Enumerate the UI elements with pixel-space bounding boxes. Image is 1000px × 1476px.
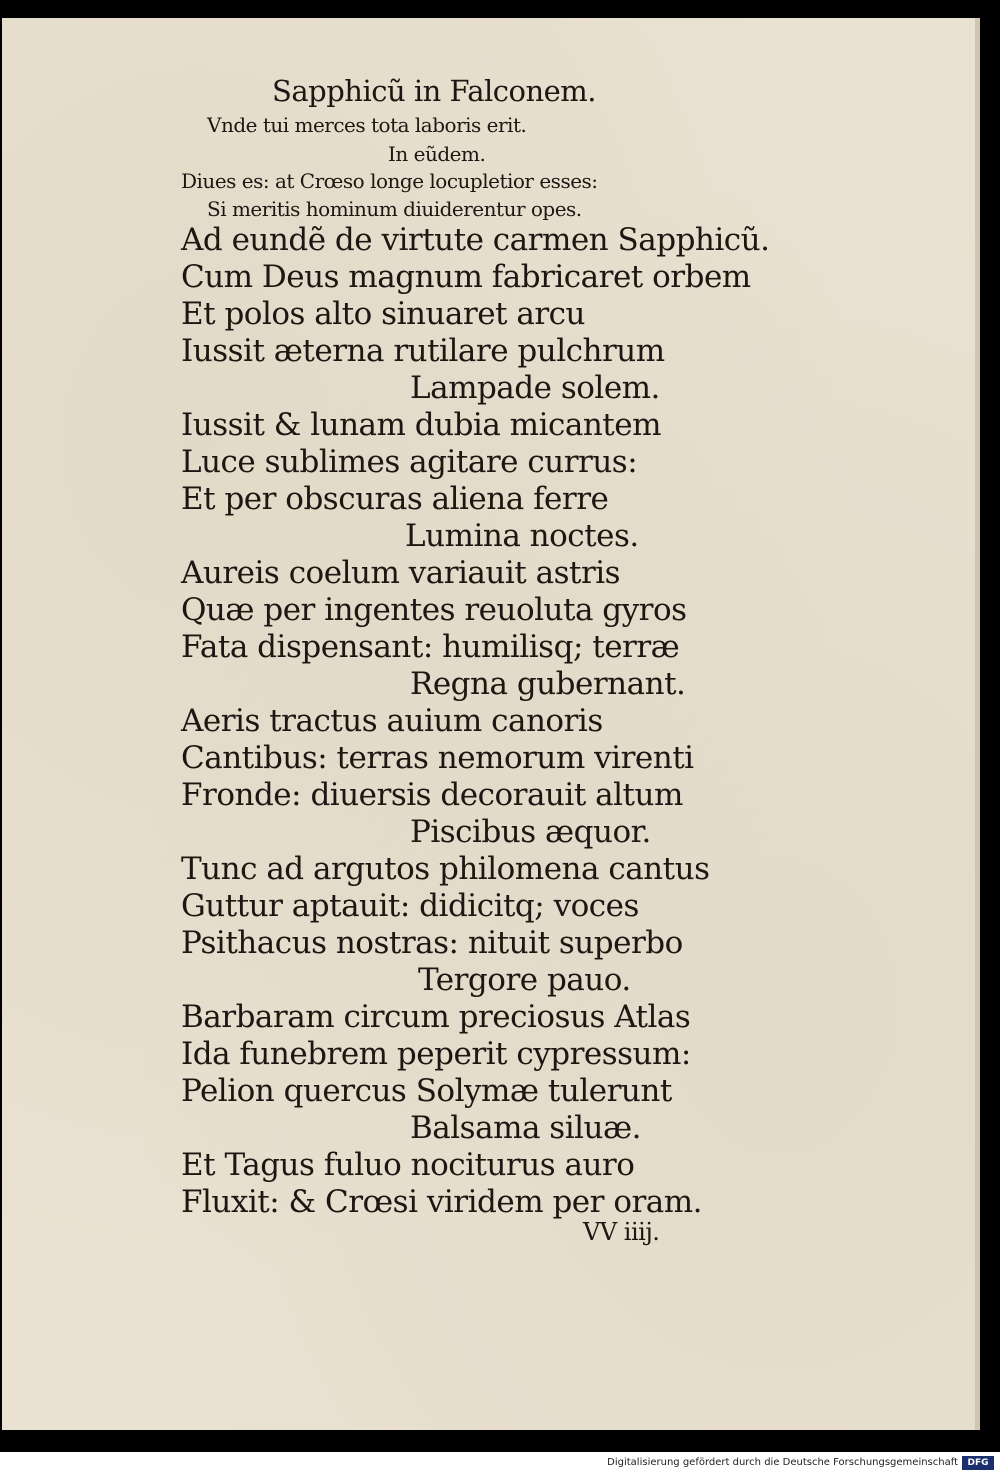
heading-ad-eundem: Ad eundẽ de virtute carmen Sapphicũ. <box>181 222 770 258</box>
verse-line: Fata dispensant: humilisq; terræ <box>181 629 680 665</box>
verse-line: Et Tagus fuluo nociturus auro <box>181 1147 635 1183</box>
verse-line: Fluxit: & Crœsi viridem per oram. <box>181 1184 703 1220</box>
heading-in-eundem: In eũdem. <box>388 142 486 166</box>
verse-line: Et per obscuras aliena ferre <box>181 481 609 517</box>
footer-credit: Digitalisierung gefördert durch die Deutsche Forschungsgemeinschaft <box>607 1457 958 1468</box>
verse-line-indented: Regna gubernant. <box>410 666 686 702</box>
verse-line: Quæ per ingentes reuoluta gyros <box>181 592 687 628</box>
digitization-footer <box>0 1452 1000 1476</box>
verse-line: Cantibus: terras nemorum virenti <box>181 740 694 776</box>
verse-line-indented: Lampade solem. <box>410 370 660 406</box>
verse-line: Iussit & lunam dubia micantem <box>181 407 662 443</box>
heading-sapphic-in-falconem: Sapphicũ in Falconem. <box>272 74 597 108</box>
dfg-logo-icon[interactable]: DFG <box>962 1456 994 1470</box>
verse-line: Aureis coelum variauit astris <box>181 555 621 591</box>
verse-line-indented: Tergore pauo. <box>418 962 631 998</box>
verse-line: Tunc ad argutos philomena cantus <box>181 851 710 887</box>
verse-line: Ida funebrem peperit cypressum: <box>181 1036 691 1072</box>
verse-line: Guttur aptauit: didicitq; voces <box>181 888 639 924</box>
verse-line-indented: Balsama siluæ. <box>410 1110 641 1146</box>
verse-line: Fronde: diuersis decorauit altum <box>181 777 683 813</box>
page-edge <box>975 18 980 1430</box>
verse-line: Si meritis hominum diuiderentur opes. <box>207 197 582 221</box>
verse-line: Cum Deus magnum fabricaret orbem <box>181 259 751 295</box>
verse-line: Psithacus nostras: nituit superbo <box>181 925 683 961</box>
signature-mark: VV iiij. <box>583 1218 660 1246</box>
verse-line: Pelion quercus Solymæ tulerunt <box>181 1073 672 1109</box>
verse-line: Vnde tui merces tota laboris erit. <box>207 113 527 137</box>
verse-line: Et polos alto sinuaret arcu <box>181 296 586 332</box>
verse-line: Iussit æterna rutilare pulchrum <box>181 333 665 369</box>
verse-line: Luce sublimes agitare currus: <box>181 444 638 480</box>
verse-line: Barbaram circum preciosus Atlas <box>181 999 691 1035</box>
verse-line: Aeris tractus auium canoris <box>181 703 603 739</box>
verse-line-indented: Piscibus æquor. <box>410 814 651 850</box>
verse-line-indented: Lumina noctes. <box>405 518 639 554</box>
verse-line: Diues es: at Crœso longe locupletior esses: <box>181 169 598 193</box>
